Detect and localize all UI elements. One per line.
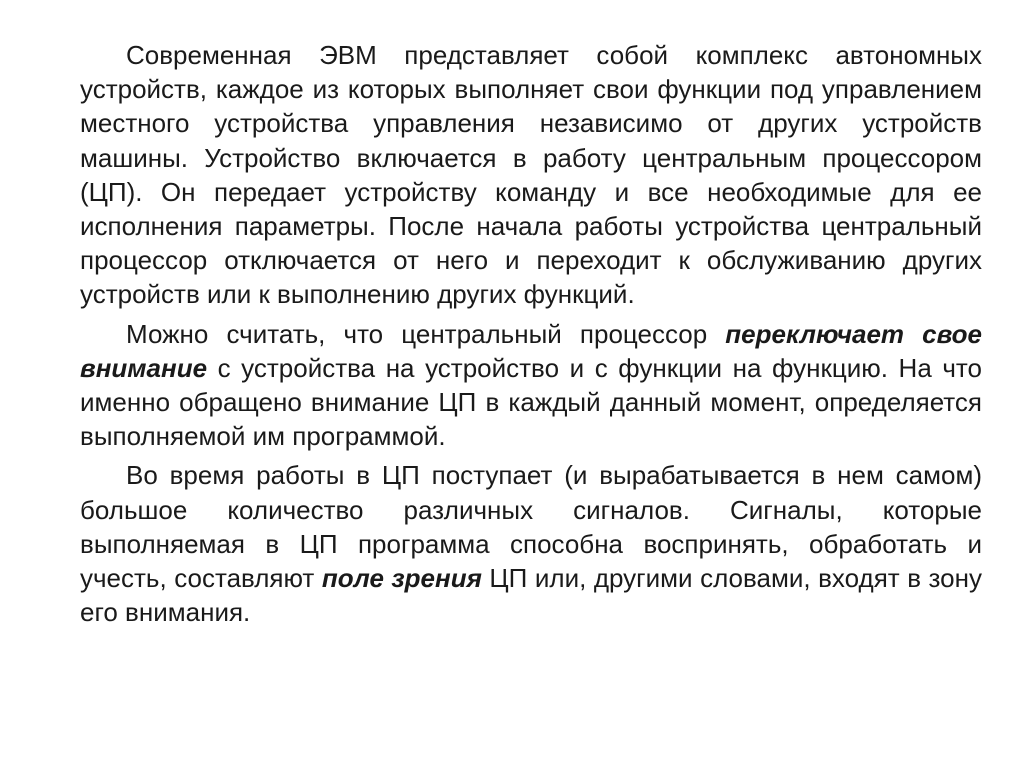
paragraph-2	[80, 317, 982, 454]
paragraph-1	[80, 38, 982, 312]
paragraph-3	[80, 458, 982, 629]
paragraph-1-text: Современная ЭВМ представляет собой комплекс автономных устройств, каждое из которых выполняет свои функции под управлением местного устройства управления независимо от других устройств машины. Устройство включается в работу центральным процессором (ЦП). Он передает устройству команду и все необходимые для ее исполнения параметры. После начала работы устройства центральный процессор отключается от него и переходит к обслуживанию других устройств или к выполнению других функций.	[80, 40, 982, 310]
paragraph-3-text-end: ЦП или, другими словами, входят в зону его внимания.	[80, 563, 982, 628]
slide-text-body	[80, 38, 982, 629]
emphasis-switches-attention: переключает свое внимание	[80, 318, 982, 383]
paragraph-2-text-start: Можно считать, что центральный процессор	[126, 318, 726, 349]
emphasis-field-of-view: поле зрения	[321, 563, 482, 594]
paragraph-2-text-end: с устройства на устройство и с функции на функцию. На что именно обращено внимание ЦП в каждый данный момент, определяется выполняемой им программой.	[80, 352, 982, 452]
paragraph-3-text-start: Во время работы в ЦП поступает (и вырабатывается в нем самом) большое количество различных сигналов. Сигналы, которые выполняемая в ЦП программа способна воспринять, обработать и учесть, составляют	[80, 460, 982, 594]
